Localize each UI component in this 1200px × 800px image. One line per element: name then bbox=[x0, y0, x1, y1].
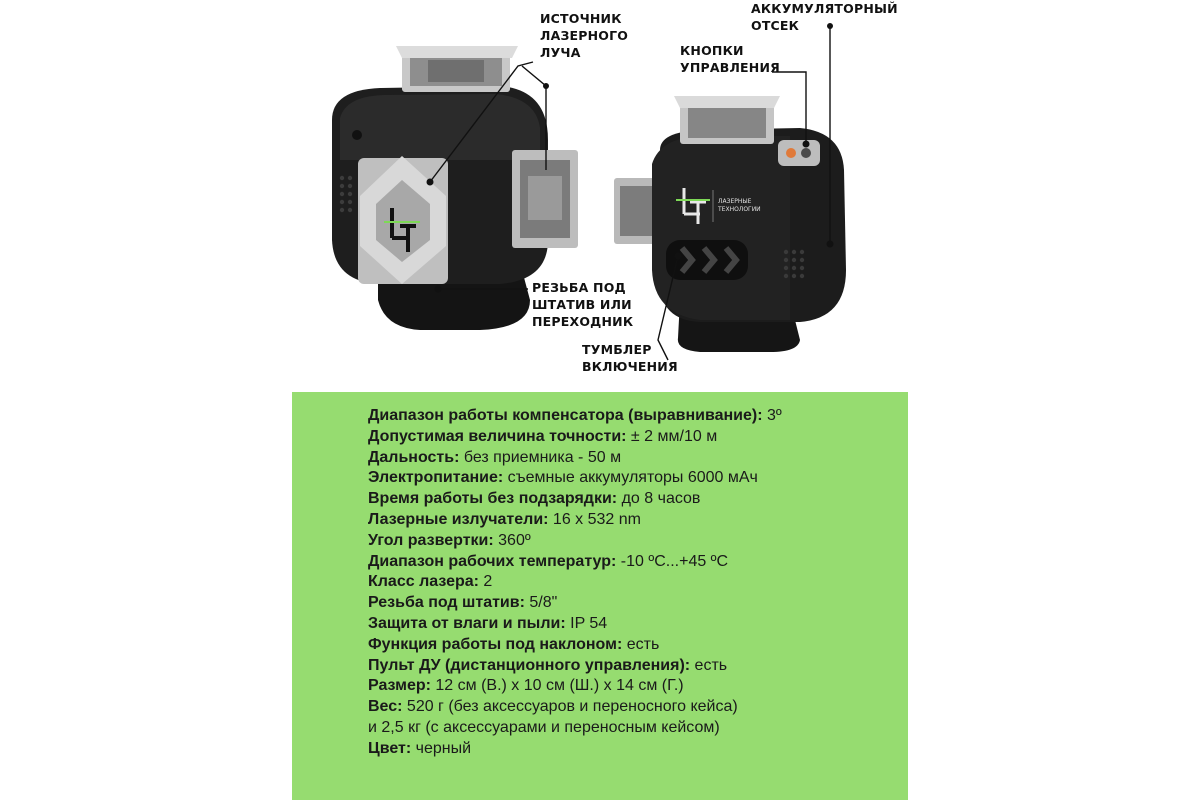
spec-value: 12 см (В.) x 10 см (Ш.) x 14 см (Г.) bbox=[430, 677, 684, 695]
specifications-list bbox=[368, 406, 782, 760]
spec-value: 360º bbox=[493, 531, 531, 549]
callout-thread-line: ШТАТИВ ИЛИ bbox=[532, 297, 632, 312]
spec-value: без приемника - 50 м bbox=[459, 448, 622, 466]
spec-row bbox=[368, 406, 782, 427]
spec-row bbox=[368, 656, 782, 677]
spec-value: и 2,5 кг (с аксессуарами и переносным кейсом) bbox=[368, 718, 720, 736]
spec-label: Защита от влаги и пыли: bbox=[368, 614, 566, 632]
spec-label: Функция работы под наклоном: bbox=[368, 635, 623, 653]
callout-laser-source-line: ИСТОЧНИК bbox=[540, 11, 622, 26]
specifications-panel bbox=[292, 392, 908, 800]
brand-logo-line-1: ЛАЗЕРНЫЕ bbox=[718, 198, 752, 205]
spec-row bbox=[368, 489, 782, 510]
spec-value: съемные аккумуляторы 6000 мАч bbox=[503, 469, 758, 487]
spec-row bbox=[368, 697, 782, 718]
spec-row bbox=[368, 718, 782, 739]
spec-value: 16 x 532 nm bbox=[548, 510, 641, 528]
spec-row bbox=[368, 614, 782, 635]
spec-value: -10 ºC...+45 ºC bbox=[616, 552, 729, 570]
callout-laser-source-line: ЛАЗЕРНОГО bbox=[540, 28, 629, 43]
spec-label: Лазерные излучатели: bbox=[368, 510, 549, 528]
spec-value: ± 2 мм/10 м bbox=[626, 427, 718, 445]
callout-power-toggle bbox=[582, 341, 678, 375]
spec-label: Резьба под штатив: bbox=[368, 594, 525, 612]
laser-level-back-view bbox=[614, 96, 846, 352]
callout-buttons-line: КНОПКИ bbox=[680, 43, 744, 58]
spec-row bbox=[368, 572, 782, 593]
spec-label: Пульт ДУ (дистанционного управления): bbox=[368, 656, 691, 674]
spec-value: 520 г (без аксессуаров и переносного кейса) bbox=[402, 698, 738, 716]
callout-toggle-line: ВКЛЮЧЕНИЯ bbox=[582, 359, 678, 374]
spec-row bbox=[368, 510, 782, 531]
spec-value: до 8 часов bbox=[617, 490, 701, 508]
spec-label: Время работы без подзарядки: bbox=[368, 490, 618, 508]
callout-tripod-thread bbox=[532, 279, 633, 330]
callout-control-buttons bbox=[680, 42, 780, 76]
spec-label: Диапазон рабочих температур: bbox=[368, 552, 617, 570]
spec-value: 2 bbox=[478, 573, 493, 591]
callout-toggle-line: ТУМБЛЕР bbox=[582, 342, 652, 357]
spec-row bbox=[368, 552, 782, 573]
brand-logo-line-2: ТЕХНОЛОГИИ bbox=[718, 206, 761, 213]
spec-label: Допустимая величина точности: bbox=[368, 427, 627, 445]
callout-buttons-line: УПРАВЛЕНИЯ bbox=[680, 60, 780, 75]
spec-row bbox=[368, 593, 782, 614]
callout-laser-source-line: ЛУЧА bbox=[540, 45, 581, 60]
callout-battery-line: АККУМУЛЯТОРНЫЙ bbox=[751, 1, 898, 16]
spec-value: 3º bbox=[762, 407, 782, 424]
spec-row bbox=[368, 531, 782, 552]
spec-value: есть bbox=[690, 656, 728, 674]
spec-value: IP 54 bbox=[565, 614, 608, 632]
spec-row bbox=[368, 468, 782, 489]
spec-row bbox=[368, 427, 782, 448]
callout-laser-source bbox=[540, 10, 628, 61]
spec-label: Цвет: bbox=[368, 739, 412, 757]
spec-row bbox=[368, 739, 782, 760]
spec-value: есть bbox=[622, 635, 660, 653]
callout-thread-line: РЕЗЬБА ПОД bbox=[532, 280, 626, 295]
spec-label: Электропитание: bbox=[368, 469, 504, 487]
spec-label: Угол развертки: bbox=[368, 531, 494, 549]
spec-label: Размер: bbox=[368, 677, 431, 695]
spec-label: Диапазон работы компенсатора (выравнивание): bbox=[368, 407, 763, 424]
callout-battery-line: ОТСЕК bbox=[751, 18, 800, 33]
spec-label: Вес: bbox=[368, 698, 403, 716]
spec-label: Дальность: bbox=[368, 448, 460, 466]
spec-value: 5/8" bbox=[524, 594, 558, 612]
spec-label: Класс лазера: bbox=[368, 573, 479, 591]
spec-row bbox=[368, 676, 782, 697]
callout-battery-compartment bbox=[751, 0, 898, 34]
spec-row bbox=[368, 635, 782, 656]
spec-row bbox=[368, 448, 782, 469]
spec-value: черный bbox=[411, 739, 472, 757]
callout-thread-line: ПЕРЕХОДНИК bbox=[532, 314, 634, 329]
